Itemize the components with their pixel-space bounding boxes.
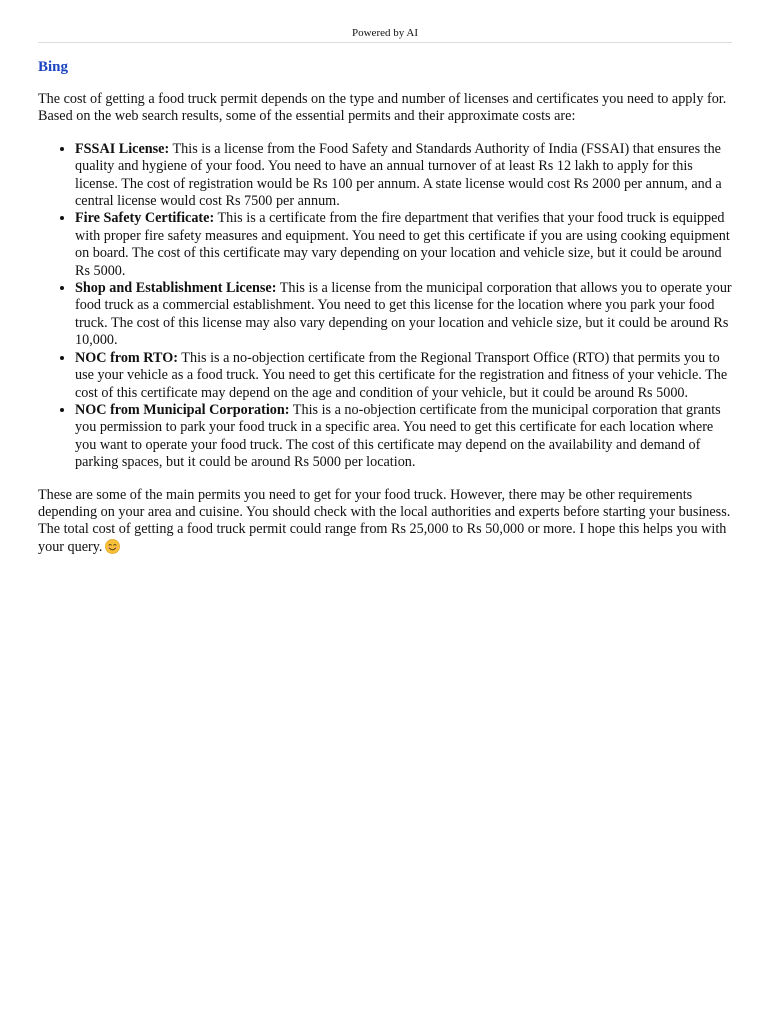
list-item-shop-establishment (75, 280, 732, 350)
powered-by-label: Powered by AI (352, 27, 418, 39)
permit-list (38, 141, 732, 472)
source-title: Bing (38, 59, 69, 75)
smiling-face-icon (105, 539, 120, 554)
list-item-noc-municipal (75, 402, 732, 472)
list-item-title: Fire Safety Certificate: (75, 210, 215, 227)
list-item-text: This is a no-objection certificate from the municipal corporation that grants you permission to park your food truck in a specific area. You need to get this certificate for each location where you want to operate your food truck. The cost of this certificate may depend on the availability and demand of parking spaces, but it could be around Rs 5000 per location. (75, 401, 721, 471)
conclusion-paragraph (38, 487, 732, 557)
list-item-fire-safety (75, 210, 732, 280)
list-item-text: This is a license from the municipal corporation that allows you to operate your food truck as a commercial establishment. You need to get this license for the location where you park your food truck. The cost of this license may also vary depending on your location and vehicle size, but it could be around Rs 10,000. (75, 280, 732, 349)
conclusion-text: These are some of the main permits you need to get for your food truck. However, there may be other requirements depending on your area and cuisine. You should check with the local authorities and experts before starting your business. The total cost of getting a food truck permit could range from Rs 25,000 to Rs 50,000 or more. I hope this helps you with your query. (38, 486, 731, 555)
list-item-text: This is a certificate from the fire department that verifies that your food truck is equipped with proper fire safety measures and equipment. You need to get this certificate if you are using cooking equipment on board. The cost of this certificate may vary depending on your location and vehicle size, but it could be around Rs 5000. (75, 210, 730, 279)
powered-by-header (38, 26, 732, 43)
list-item-title: NOC from RTO: (75, 349, 179, 366)
list-item-title: NOC from Municipal Corporation: (75, 401, 290, 418)
list-item-text: This is a no-objection certificate from the Regional Transport Office (RTO) that permits you to use your vehicle as a food truck. You need to get this certificate for the registration and fitness of your vehicle. The cost of this certificate may depend on the age and condition of your vehicle, but it could be around Rs 5000. (75, 349, 728, 401)
intro-paragraph: The cost of getting a food truck permit depends on the type and number of licenses and certificates you need to apply for. Based on the web search results, some of the essential permits and their approximate costs are: (38, 91, 727, 125)
list-item-noc-rto (75, 350, 732, 402)
response-content (38, 58, 732, 556)
list-item-fssai (75, 141, 732, 211)
list-item-title: FSSAI License: (75, 140, 170, 157)
list-item-text: This is a license from the Food Safety and Standards Authority of India (FSSAI) that ensures the quality and hygiene of your food. You need to have an annual turnover of at least Rs 12 lakh to apply for this license. The cost of registration would be Rs 100 per annum. A state license would cost Rs 2000 per annum, and a central license would cost Rs 7500 per annum. (75, 140, 722, 210)
list-item-title: Shop and Establishment License: (75, 280, 277, 297)
